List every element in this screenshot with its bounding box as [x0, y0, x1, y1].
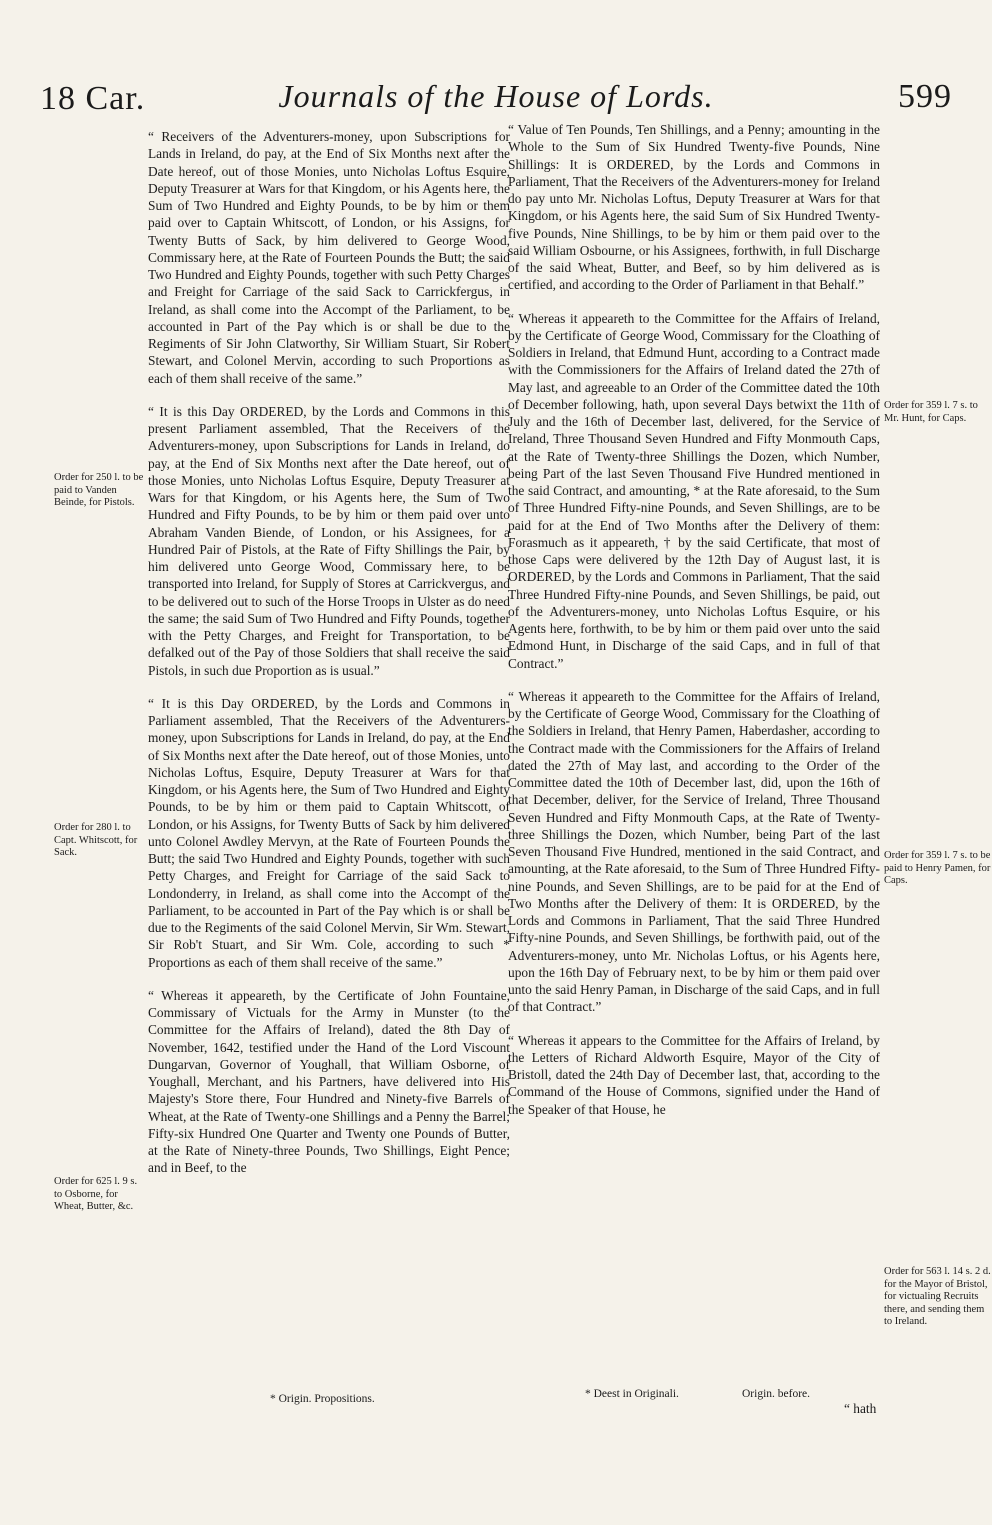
paragraph-bristol-mayor: “ Whereas it appears to the Committee for the Affairs of Ireland, by the Letters of Richard Aldworth Esquire, Mayor of the City of Bristoll, dated the 24th Day of December last, that, according to the Command of the House of Commons, signified under the Hand of the Speaker of that House, he — [508, 1032, 880, 1117]
footnote-left: * Origin. Propositions. — [270, 1393, 375, 1405]
margin-note-hunt: Order for 359 l. 7 s. to Mr. Hunt, for Caps. — [884, 400, 978, 424]
footnote-right-a: * Deest in Originali. — [585, 1388, 679, 1400]
paragraph-osborne-victuals: “ Whereas it appeareth, by the Certificate of John Fountaine, Commissary of Victuals for the Army in Munster (to the Committee for the Affairs of Ireland), dated the 8th Day of November, 1642, testified under the Hand of the Lord Viscount Dungarvan, Governor of Youghall, that William Osborne, of Youghall, Merchant, and his Partners, have delivered into His Majesty's Store there, Four Hundred and Ninety-five Barrels of Wheat, at the Rate of Twenty-one Shillings and a Penny the Barrel; Fifty-six Hundred One Quarter and Twenty one Pounds of Butter, at the Rate of Ninety-three Pounds, Two Shillings, Eight Pence; and in Beef, to the — [148, 987, 510, 1176]
paragraph-sack-londonderry: “ It is this Day ORDERED, by the Lords and Commons in Parliament assembled, That the Receivers of the Adventurers-money, upon Subscriptions for Lands in Ireland, do pay, at the End of Six Months next after the Date hereof, out of those Monies, unto Nicholas Loftus, Esquire, Deputy Treasurer at Wars for that Kingdom, or his Agents here, the Sum of Two Hundred and Eighty Pounds, to be by him or them paid to Captain Whitscott, of London, or his Assigns, for Twenty Butts of Sack by him delivered unto Colonel Awdley Mervyn, at the Rate of Fourteen Pounds the Butt; the said Two Hundred and Eighty Pounds, together with such Petty Charges, and Freight for Carriage of the said Sack to Londonderry, in Ireland, as shall come into the Accompt of the Parliament, to be accounted in Part of the Pay which is or shall be due to the Regiments of the said Colonel Mervin, Sir Wm. Stewart, Sir Rob't Stuart, and Sir Wm. Cole, according to such * Proportions as each of them shall receive of the same.” — [148, 695, 510, 970]
regnal-year: 18 Car. — [40, 80, 146, 117]
margin-note-pamen: Order for 359 l. 7 s. to be paid to Henry Pamen, for Caps. — [884, 850, 991, 886]
paragraph-pamen-caps: “ Whereas it appeareth to the Committee for the Affairs of Ireland, by the Certificate of George Wood, Commissary for the Cloathing of the Soldiers in Ireland, that Henry Pamen, Haberdasher, according to the Contract made with the Commissioners for the Affairs of Ireland dated the 27th of May last, and according to the Order of the Committee dated the 10th of December last, did, upon the 16th of that December, deliver, for the Service of Ireland, Three Thousand Seven Hundred and Fifty Monmouth Caps, at the Rate of Twenty-three Shillings the Dozen, which Number, being Part of the last Seven Thousand Five Hundred, mentioned in the said Contract, and amounting, at the Rate aforesaid, to the Sum of Three Hundred Fifty-nine Pounds, and Seven Shillings, are to be paid for at the End of Two Months after the Delivery of them: It is ORDERED, by the Lords and Commons in Parliament, That the said Three Hundred Fifty-nine Pounds, and Seven Shillings, be forthwith paid, out of the Adventurers-money, unto Mr. Nicholas Loftus, or his Agents here, upon the 16th Day of February next, to be by him or them paid over unto the said Henry Paman, in Discharge of the said Caps, and in full of that Contract.” — [508, 688, 880, 1015]
page-number: 599 — [898, 78, 952, 115]
paragraph-pistols-order: “ It is this Day ORDERED, by the Lords and Commons in this present Parliament assembled, That the Receivers of the Adventurers-money, upon Subscriptions for Lands in Ireland, do pay, at the End of Six Months next after the Date hereof, out of those Monies, unto Nicholas Loftus Esquire, Deputy Treasurer at Wars for that Kingdom, or his Agents here, the Sum of Two Hundred and Fifty Pounds, to be by him or them paid over unto Abraham Vanden Biende, of London, or his Assignees, for a Hundred Pair of Pistols, at the Rate of Fifty Shillings the Pair, by him delivered unto George Wood, Commissary here, to be transported into Ireland, for Supply of Stores at Carrickvergus, and to be delivered out to such of the Horse Troops in Ulster as do need the same; the said Sum of Two Hundred and Fifty Pounds, together with the Petty Charges, and Freight for Transportation, to be defalked out of the Pay of those Soldiers that shall receive the said Pistols, in such due Proportion as is usual.” — [148, 403, 510, 678]
footnote-right-b: Origin. before. — [742, 1388, 811, 1400]
margin-note-vanden-biende: Order for 250 l. to be paid to Vanden Beinde, for Pistols. — [54, 472, 144, 508]
margin-note-osborne: Order for 625 l. 9 s. to Osborne, for Wheat, Butter, &c. — [54, 1176, 138, 1212]
left-column — [148, 128, 510, 1193]
margin-note-whitscott: Order for 280 l. to Capt. Whitscott, for Sack. — [54, 822, 138, 858]
page-header — [40, 66, 952, 126]
right-column — [508, 121, 880, 1134]
paragraph-hunt-caps: “ Whereas it appeareth to the Committee for the Affairs of Ireland, by the Certificate of George Wood, Commissary for the Cloathing of Soldiers in Ireland, that Edmund Hunt, according to a Contract made with the Commissioners for the Affairs of Ireland dated the 27th of May last, and agreeable to an Order of the Committee dated the 10th of December following, hath, upon several Days betwixt the 11th of July and the 16th of December last, delivered, for the Service of Ireland, Three Thousand Seven Hundred and Fifty Monmouth Caps, at the Rate of Twenty-three Shillings the Dozen, which Number, being Part of the last Seven Thousand Five Hundred mentioned in the said Contract, and amounting, * at the Rate aforesaid, to the Sum of Three Hundred Fifty-nine Pounds, and Seven Shillings, are to be paid for at the End of Two Months after the Delivery of them: Forasmuch as it appeareth, † by the said Certificate, that most of those Caps were delivered by the 12th Day of August last, it is ORDERED, by the Lords and Commons in Parliament, That the said Three Hundred Fifty-nine Pounds, and Seven Shillings, be paid, out of the Adventurers-money, unto Nicholas Loftus Esquire, or his Agents here, forthwith, to be by him or them paid over unto the said Edmond Hunt, in Discharge of the said Caps, and in full of that Contract.” — [508, 310, 880, 671]
margin-note-bristol: Order for 563 l. 14 s. 2 d. for the Mayor of Bristol, for victualing Recruits there, and sending them to Ireland. — [884, 1266, 991, 1327]
paragraph-sack-carrickfergus: “ Receivers of the Adventurers-money, upon Subscriptions for Lands in Ireland, do pay, at the End of Six Months next after the Date hereof, out of those Monies, unto Nicholas Loftus Esquire, Deputy Treasurer at Wars for that Kingdom, or his Agents here, the Sum of Two Hundred and Eighty Pounds, to be by him or them paid over to Captain Whitscott, of London, or his Assigns, for Twenty Butts of Sack, by him delivered to George Wood, Commissary here, at the Rate of Fourteen Pounds the Butt; the said Two Hundred and Eighty Pounds, together with such Petty Charges and Freight for Carriage of the said Sack to Carrickfergus, in Ireland, as shall come into the Accompt of the Parliament, to be accounted in Part of the Pay which is or shall be due to the Regiments of Sir John Clatworthy, Sir William Stuart, Sir Robert Stewart, and Colonel Mervin, according to such Proportions as each of them shall receive of the same.” — [148, 129, 510, 386]
paragraph-osborne-payment: “ Value of Ten Pounds, Ten Shillings, and a Penny; amounting in the Whole to the Sum of Six Hundred Twenty-five Pounds, Nine Shillings: It is ORDERED, by the Lords and Commons in Parliament, That the Receivers of the Adventurers-money for Ireland do pay unto Mr. Nicholas Loftus, Deputy Treasurer at Wars for that Kingdom, or his Agents here, the said Sum of Six Hundred Twenty-five Pounds, Nine Shillings, to be by him or them paid over to the said William Osbourne, or his Assignees, forthwith, in full Discharge of the said Wheat, Butter, and Beef, so by him delivered as is certified, and according to the Order of Parliament in that Behalf.” — [508, 122, 880, 293]
catchword: “ hath — [844, 1401, 877, 1416]
running-title: Journals of the House of Lords. — [278, 78, 714, 114]
